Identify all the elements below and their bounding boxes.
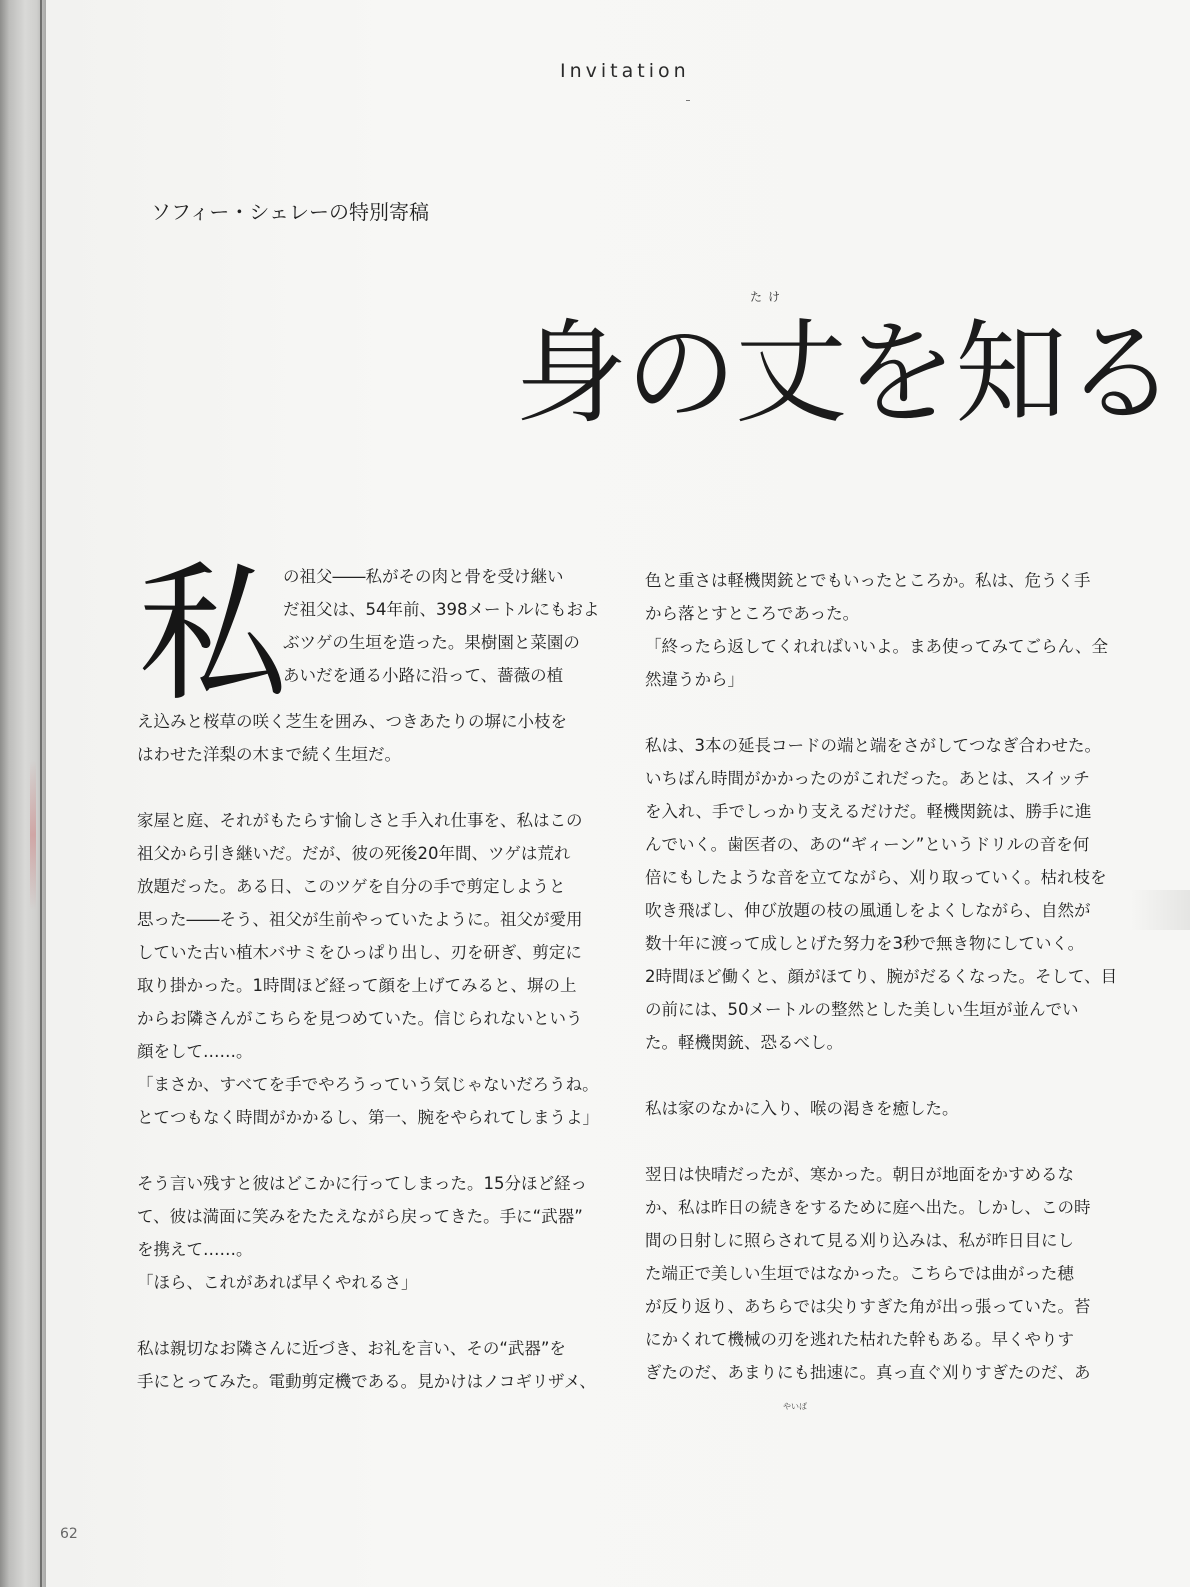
- text-line: 色と重さは軽機関銃とでもいったところか。私は、危うく手: [645, 571, 1091, 590]
- text-line: 放題だった。ある日、このツゲを自分の手で剪定しようと: [137, 877, 566, 896]
- drop-cap: 私: [138, 548, 289, 722]
- text-line: て、彼は満面に笑みをたたえながら戻ってきた。手に“武器”: [137, 1207, 583, 1226]
- title-ruby: たけ: [750, 290, 787, 304]
- text-line: 然違うから」: [645, 670, 744, 689]
- right-column: [645, 564, 1117, 1389]
- text-line: 間の日射しに照らされて見る刈り込みは、私が昨日目にし: [645, 1231, 1074, 1250]
- text-line: を携えて……。: [137, 1240, 253, 1259]
- text-line: 「終ったら返してくれればいいよ。まあ使ってみてごらん、全: [645, 637, 1108, 656]
- text-line: た端正で美しい生垣ではなかった。こちらでは曲がった穂: [645, 1264, 1074, 1283]
- text-line: あいだを通る小路に沿って、薔薇の植: [283, 666, 564, 685]
- paragraph-gap: [645, 1125, 1117, 1158]
- text-line: 家屋と庭、それがもたらす愉しさと手入れ仕事を、私はこの: [137, 811, 583, 830]
- text-line: んでいく。歯医者の、あの“ギィーン”というドリルの音を何: [645, 835, 1090, 854]
- text-line: か、私は昨日の続きをするために庭へ出た。しかし、この時: [645, 1198, 1091, 1217]
- text-line: 吹き飛ばし、伸び放題の枝の風通しをよくしながら、自然が: [645, 901, 1091, 920]
- header-tick-mark: [686, 100, 690, 101]
- text-line: 2時間ほど働くと、顔がほてり、腕がだるくなった。そして、目: [645, 967, 1118, 986]
- text-line: え込みと桜草の咲く芝生を囲み、つきあたりの塀に小枝を: [137, 712, 567, 731]
- text-line: 手にとってみた。電動剪定機である。見かけはノコギリザメ、: [137, 1372, 596, 1391]
- text-line: していた古い植木バサミをひっぱり出し、刃を研ぎ、剪定に: [137, 943, 582, 962]
- page-number: 62: [60, 1526, 78, 1542]
- page-edge-shadow: [1130, 890, 1190, 930]
- text-line: 私は、3本の延長コードの端と端をさがしてつなぎ合わせた。: [645, 736, 1101, 755]
- text-line: 「まさか、すべてを手でやろうっていう気じゃないだろうね。: [137, 1075, 599, 1094]
- text-line: にかくれて機械の刃を逃れた枯れた幹もある。早くやりす: [645, 1330, 1074, 1349]
- text-line: の前には、50メートルの整然とした美しい生垣が並んでい: [645, 1000, 1079, 1019]
- text-line: 私は家のなかに入り、喉の渇きを癒した。: [645, 1099, 959, 1118]
- paragraph-gap: [137, 1299, 599, 1332]
- text-line: 思った――そう、祖父が生前やっていたように。祖父が愛用: [137, 910, 583, 929]
- text-line: 「ほら、これがあれば早くやれるさ」: [137, 1273, 418, 1292]
- article-title: 身の丈を知る: [515, 309, 1175, 439]
- text-line: 顔をして……。: [137, 1042, 253, 1061]
- paragraph-gap: [645, 696, 1117, 729]
- text-line: 祖父から引き継いだ。だが、彼の死後20年間、ツゲは荒れ: [137, 844, 571, 863]
- text-line: 翌日は快晴だったが、寒かった。朝日が地面をかすめるな: [645, 1165, 1074, 1184]
- binding-edge: [40, 0, 42, 1587]
- text-line: はわせた洋梨の木まで続く生垣だ。: [137, 745, 401, 764]
- text-line: ぶツゲの生垣を造った。果樹園と菜園の: [283, 633, 580, 652]
- paragraph-gap: [137, 771, 599, 804]
- inline-ruby: やいば: [783, 1402, 807, 1411]
- paragraph-gap: [645, 1059, 1117, 1092]
- paragraph-gap: [137, 1134, 599, 1167]
- left-column-intro: [283, 560, 600, 692]
- text-line: だ祖父は、54年前、398メートルにもおよ: [283, 600, 600, 619]
- text-line: とてつもなく時間がかかるし、第一、腕をやられてしまうよ」: [137, 1108, 599, 1127]
- text-line: ぎたのだ、あまりにも拙速に。真っ直ぐ刈りすぎたのだ、あ: [645, 1363, 1091, 1382]
- left-column: [137, 705, 599, 1398]
- binding-mark: [30, 760, 36, 910]
- text-line: が反り返り、あちらでは尖りすぎた角が出っ張っていた。苔: [645, 1297, 1091, 1316]
- text-line: 倍にもしたような音を立てながら、刈り取っていく。枯れ枝を: [645, 868, 1107, 887]
- text-line: た。軽機関銃、恐るべし。: [645, 1033, 843, 1052]
- section-label: Invitation: [560, 60, 690, 82]
- article-kicker: ソフィー・シェレーの特別寄稿: [151, 200, 429, 224]
- text-line: いちばん時間がかかったのがこれだった。あとは、スイッチ: [645, 769, 1090, 788]
- text-line: 数十年に渡って成しとげた努力を3秒で無き物にしていく。: [645, 934, 1085, 953]
- text-line: から落とすところであった。: [645, 604, 860, 623]
- text-line: を入れ、手でしっかり支えるだけだ。軽機関銃は、勝手に進: [645, 802, 1092, 821]
- text-line: からお隣さんがこちらを見つめていた。信じられないという: [137, 1009, 583, 1028]
- text-line: そう言い残すと彼はどこかに行ってしまった。15分ほど経っ: [137, 1174, 587, 1193]
- text-line: 私は親切なお隣さんに近づき、お礼を言い、その“武器”を: [137, 1339, 566, 1358]
- text-line: の祖父――私がその肉と骨を受け継い: [283, 567, 564, 586]
- text-line: 取り掛かった。1時間ほど経って顔を上げてみると、塀の上: [137, 976, 577, 995]
